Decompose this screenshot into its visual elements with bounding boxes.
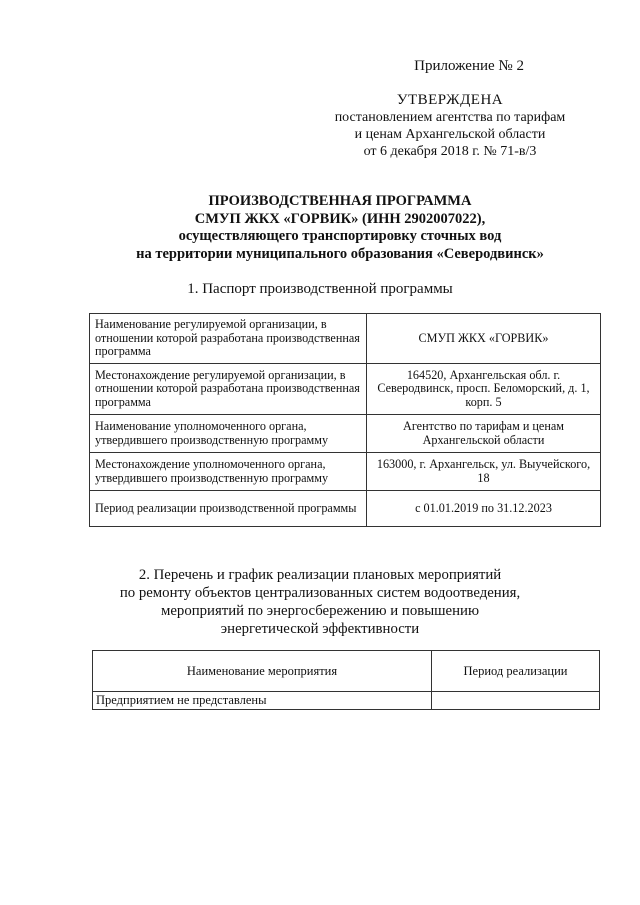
row-label: Местонахождение регулируемой организации, в отношении которой разработана производственная программа — [90, 364, 367, 415]
column-header: Наименование мероприятия — [93, 651, 432, 692]
table-row — [90, 491, 601, 527]
table-header-row — [93, 651, 600, 692]
column-header: Период реализации — [432, 651, 600, 692]
row-value: 164520, Архангельская обл. г. Северодвинск, просп. Беломорский, д. 1, корп. 5 — [367, 364, 601, 415]
section2-heading-line: 2. Перечень и график реализации плановых мероприятий — [138, 567, 502, 583]
table-row — [90, 314, 601, 364]
section1-heading: 1. Паспорт производственной программы — [187, 281, 453, 297]
document-title — [60, 193, 620, 263]
approval-line: от 6 декабря 2018 г. № 71-в/3 — [363, 144, 537, 159]
section2-heading-line: энергетической эффективности — [220, 621, 420, 637]
row-label: Наименование уполномоченного органа, утвердившего производственную программу — [90, 415, 367, 453]
row-value: Агентство по тарифам и ценам Архангельской области — [367, 415, 601, 453]
table-row — [93, 692, 600, 710]
title-line: осуществляющего транспортировку сточных вод — [178, 228, 502, 244]
approval-line: постановлением агентства по тарифам — [334, 110, 566, 125]
row-value: СМУП ЖКХ «ГОРВИК» — [367, 314, 601, 364]
approval-line: и ценам Архангельской области — [354, 127, 546, 142]
section2-heading — [0, 566, 640, 638]
table-row — [90, 415, 601, 453]
measure-name: Предприятием не представлены — [93, 692, 432, 710]
row-label: Наименование регулируемой организации, в отношении которой разработана производственная программа — [90, 314, 367, 364]
section2-heading-line: по ремонту объектов централизованных систем водоотведения, — [119, 585, 521, 601]
row-value: с 01.01.2019 по 31.12.2023 — [367, 491, 601, 527]
row-label: Период реализации производственной программы — [90, 491, 367, 527]
title-line: ПРОИЗВОДСТВЕННАЯ ПРОГРАММА — [208, 193, 472, 209]
title-line: на территории муниципального образования «Северодвинск» — [136, 245, 544, 262]
section2-heading-line: мероприятий по энергосбережению и повышению — [160, 603, 479, 619]
table-row — [90, 453, 601, 491]
title-line: СМУП ЖКХ «ГОРВИК» (ИНН 2902007022), — [194, 210, 486, 227]
row-label: Местонахождение уполномоченного органа, утвердившего производственную программу — [90, 453, 367, 491]
row-value: 163000, г. Архангельск, ул. Выучейского, 18 — [367, 453, 601, 491]
approved-label: УТВЕРЖДЕНА — [396, 92, 504, 108]
approval-block — [300, 92, 600, 160]
appendix-label: Приложение № 2 — [414, 58, 524, 74]
measure-period — [432, 692, 600, 710]
measures-table — [92, 650, 600, 710]
table-row — [90, 364, 601, 415]
passport-table — [89, 313, 601, 527]
